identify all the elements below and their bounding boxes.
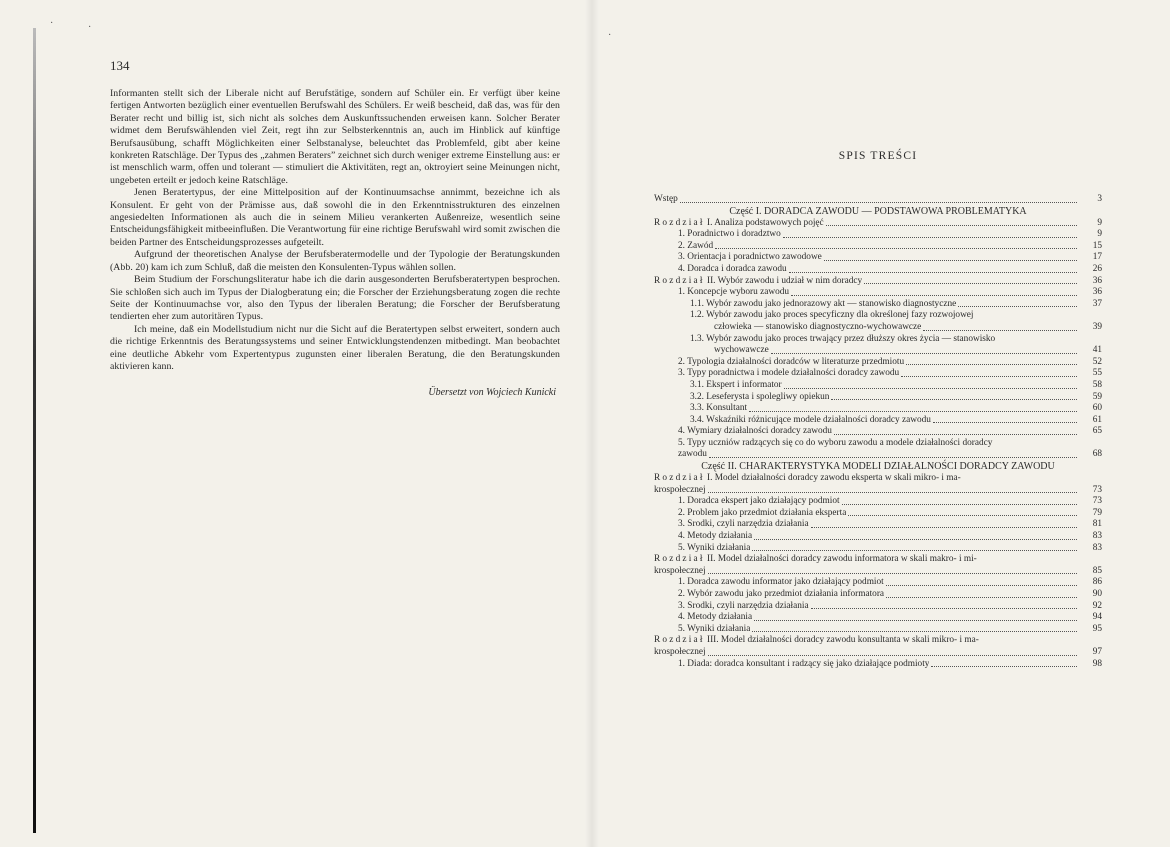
toc-entry-title — [678, 357, 904, 369]
toc-entry-text: 1. Poradnictwo i doradztwo — [678, 229, 781, 240]
toc-entry — [654, 357, 1102, 369]
toc-page-number: 85 — [1092, 565, 1102, 576]
toc-entry-text: II. Model działalności doradcy zawodu informatora w skali makro- i mi- — [706, 554, 977, 565]
toc-entry-text: 3.3. Konsultant — [690, 403, 748, 414]
toc-entry — [654, 531, 1102, 543]
dot-leader — [783, 237, 1077, 238]
toc-page-number: 3 — [1097, 194, 1102, 204]
dot-leader — [752, 631, 1077, 632]
page-number: 134 — [110, 58, 130, 73]
chapter-prefix: Rozdział — [654, 635, 705, 646]
toc-entry-title — [654, 276, 862, 288]
toc-page-number: 73 — [1092, 484, 1102, 495]
dot-leader — [834, 434, 1077, 435]
toc-page-number: 55 — [1092, 368, 1102, 379]
toc-page-number: 15 — [1092, 240, 1102, 251]
toc-entry-text: 2. Problem jako przedmiot działania eksperta — [678, 507, 847, 518]
toc-entry — [654, 380, 1102, 392]
toc-entry — [654, 310, 1102, 322]
toc-entry — [654, 577, 1102, 589]
toc-page-number: 95 — [1092, 623, 1102, 634]
toc-entry-title — [678, 368, 899, 380]
toc-entry-continuation — [654, 647, 1102, 659]
toc-entry — [654, 334, 1102, 346]
toc-entry-text: 1.1. Wybór zawodu jako jednorazowy akt — stanowisko diagnostyczne — [690, 298, 957, 309]
toc-entry — [654, 508, 1102, 520]
toc-entry-title — [690, 403, 747, 415]
toc-entry-text: 1. Doradca zawodu informator jako działający podmiot — [678, 577, 884, 588]
dot-leader — [754, 539, 1077, 540]
toc-page-number: 90 — [1092, 589, 1102, 599]
toc-entry-text: I. Model działalności doradcy zawodu eksperta w skali mikro- i ma- — [706, 473, 961, 484]
toc-entry-text: zawodu — [678, 449, 707, 460]
toc-entry-text: 1. Doradca ekspert jako działający podmiot — [678, 496, 840, 507]
toc-entry-text: 1. Koncepcje wyboru zawodu — [678, 287, 790, 298]
toc-entry-title — [678, 531, 752, 543]
paper-speck: · — [88, 22, 92, 33]
toc-page-number: 79 — [1092, 507, 1102, 518]
toc-entry-title — [678, 496, 840, 508]
toc-entry — [654, 276, 1102, 288]
paragraph: Beim Studium der Forschungsliteratur habe ich die darin ausgesonderten Berufsberatertypen besprochen. Sie schloßen sich auch im Typus der Dialogberatung ein; die Forscher der Erziehungsberatung zogen die rechte Seite der Kontinuumachse vor, also den Typus der liberalen Beratung; die Forscher der Berufsberatung tendierten eher zum autoritären Typus. — [110, 274, 560, 323]
toc-entry-text: krospołecznej — [654, 646, 706, 657]
dot-leader — [933, 422, 1077, 423]
body-text — [110, 88, 560, 373]
toc-entry-text: 5. Wyniki działania — [678, 623, 751, 634]
toc-entry-title — [678, 612, 752, 624]
toc-entry-title — [678, 241, 713, 253]
dot-leader — [715, 248, 1077, 249]
toc-entry-title — [690, 380, 782, 392]
toc-page-number: 39 — [1092, 321, 1102, 332]
toc-page-number: 36 — [1092, 287, 1102, 298]
toc-entry-text: I. Analiza podstawowych pojęć — [706, 217, 824, 228]
toc-entry — [654, 543, 1102, 555]
dot-leader — [826, 225, 1077, 226]
toc-entry — [654, 426, 1102, 438]
toc-entry-text: 2. Wybór zawodu jako przedmiot działania informatora — [678, 589, 885, 599]
dot-leader — [923, 330, 1077, 331]
dot-leader — [784, 388, 1077, 389]
dot-leader — [791, 295, 1077, 296]
dot-leader — [811, 608, 1077, 609]
dot-leader — [708, 492, 1077, 493]
toc-entry — [654, 496, 1102, 508]
paper-speck: · — [608, 30, 612, 41]
toc-entry-text: Wstęp — [654, 194, 678, 204]
toc-entry-text: człowieka — stanowisko diagnostyczno-wychowawcze — [714, 321, 922, 332]
paragraph: Informanten stellt sich der Liberale nicht auf Berufstätige, sondern auf Schüler ein. Er verfügt über keine fertigen Antworten bezüglich einer eventuellen Berufswahl des Schülers. Er weiß bescheid, daß das, was für den Berater recht und billig ist, sich nicht als solches dem Auskunftssuchenden erweisen kann. Solcher Berater widmet dem Berufswählenden viel Zeit, regt ihn zur Selbsterkenntnis an, auch im Hinblick auf künftige Berufsausübung, schafft Möglichkeiten einer Selbstanalyse, beleuchtet das Problemfeld, gibt aber keine konkreten Ratschläge. Der Typus des „zahmen Beraters” zeichnet sich durch weniger extreme Einstellung aus: er ist menschlich warm, offen und tolerant — stimuliert die Aktivitäten, regt an, oktroyiert seine Meinungen nicht, ungebeten erteilt er jedoch keine Ratschläge. — [110, 88, 560, 186]
toc-entry — [654, 415, 1102, 427]
dot-leader — [749, 411, 1077, 412]
toc-entry-text: 3. Środki, czyli narzędzia działania — [678, 519, 809, 530]
toc-entry-title — [678, 577, 884, 589]
translator-credit: Übersetzt von Wojciech Kunicki — [428, 387, 556, 399]
toc-entry-title — [690, 299, 956, 311]
toc-entry-text: 3. Typy poradnictwa i modele działalności doradcy zawodu — [678, 368, 900, 379]
chapter-prefix: Rozdział — [654, 473, 705, 484]
toc-page-number: 83 — [1092, 542, 1102, 553]
toc-page-number: 37 — [1092, 298, 1102, 309]
toc-entry — [654, 589, 1102, 601]
toc-entry-title — [654, 218, 824, 230]
toc-entry-title — [678, 519, 809, 531]
toc-page-number: 36 — [1092, 275, 1102, 286]
toc-entry-text: wychowawcze — [714, 345, 769, 356]
toc-page-number: 9 — [1097, 229, 1102, 240]
toc-entry-title — [678, 287, 789, 299]
dot-leader — [842, 504, 1077, 505]
toc-page-number: 58 — [1092, 379, 1102, 390]
dot-leader — [886, 585, 1077, 586]
chapter-prefix: Rozdział — [654, 217, 705, 228]
toc-entry-continuation — [654, 449, 1102, 461]
dot-leader — [906, 364, 1077, 365]
paragraph: Jenen Beratertypus, der eine Mittelposition auf der Kontinuumsachse annimmt, bezeichne ich als Konsulent. Er geht von der Prämisse aus, daß sowohl die in den Erkenntnisstrukturen des einzelnen angesiedelten Informationen als auch die in seinem Milieu verankerten Außenreize, wesentlich seine Entscheidungsfähigkeit mitbeeinflußen. Die Verantwortung für eine richtige Berufswahl wird somit zwischen die beiden Partner des Entscheidungsprozesses aufgeteilt. — [110, 187, 560, 248]
right-page — [654, 150, 1102, 670]
binding-edge — [33, 28, 36, 833]
toc-page-number: 9 — [1097, 217, 1102, 228]
dot-leader — [958, 306, 1077, 307]
dot-leader — [824, 260, 1077, 261]
toc-page-number: 59 — [1092, 391, 1102, 402]
paragraph: Ich meine, daß ein Modellstudium nicht nur die Sicht auf die Beratertypen selbst erweitert, sondern auch die richtige Erkenntnis des Beratungssystems und seiner Entwicklungstendenzen mitbedingt. Man beobachtet eine deutliche Abkehr vom Expertentypus zugunsten einer liberalen Beratung, die den Beratungskunden aktivieren kann. — [110, 323, 560, 372]
chapter-prefix: Rozdział — [654, 275, 705, 286]
toc-page-number: 52 — [1092, 356, 1102, 367]
toc-entry-text: 5. Typy uczniów radzących się co do wyboru zawodu a modele działalności doradcy — [678, 437, 993, 448]
toc-entry — [654, 601, 1102, 613]
dot-leader — [752, 550, 1077, 551]
toc-page-number: 61 — [1092, 414, 1102, 425]
toc-page-number: 81 — [1092, 519, 1102, 530]
toc-entry — [654, 624, 1102, 636]
toc-entry-title — [678, 229, 781, 241]
toc-entry-continuation — [654, 322, 1102, 334]
toc-entry-title — [690, 392, 829, 404]
toc-entry-title — [678, 589, 884, 601]
toc-entry — [654, 287, 1102, 299]
toc-entry-title — [678, 659, 929, 671]
toc-entry — [654, 403, 1102, 415]
toc-title: SPIS TREŚCI — [838, 150, 918, 162]
dot-leader — [831, 399, 1077, 400]
toc-page-number: 68 — [1092, 449, 1102, 460]
toc-page-number: 65 — [1092, 426, 1102, 437]
toc-entry-text: 4. Metody działania — [678, 612, 753, 623]
toc-entry-title — [678, 543, 750, 555]
toc-page-number: 60 — [1092, 403, 1102, 414]
toc-entry-text: 2. Typologia działalności doradców w literaturze przedmiotu — [678, 356, 905, 367]
toc-entry — [654, 519, 1102, 531]
toc-entry-title — [678, 508, 846, 520]
paragraph: Aufgrund der theoretischen Analyse der Berufsberatermodelle und der Typologie der Beratungskunden (Abb. 20) kam ich zum Schluß, daß die meisten den Konsulenten-Typus wählen sollen. — [110, 249, 560, 273]
dot-leader — [886, 597, 1077, 598]
toc-page-number: 83 — [1092, 531, 1102, 542]
toc-entry-text: 3. Środki, czyli narzędzia działania — [678, 600, 809, 611]
dot-leader — [864, 283, 1077, 284]
toc-entry — [654, 299, 1102, 311]
dot-leader — [931, 666, 1077, 667]
toc-entry-text: II. Wybór zawodu i udział w nim doradcy — [706, 275, 863, 286]
toc-entry-text: 1.3. Wybór zawodu jako proces trwający przez dłuższy okres życia — stanowisko — [690, 333, 996, 344]
toc-entry-text: 2. Zawód — [678, 240, 714, 251]
dot-leader — [811, 527, 1077, 528]
toc-page-number: 98 — [1092, 658, 1102, 669]
toc-entry — [654, 612, 1102, 624]
toc-entry-title — [690, 415, 931, 427]
toc-entry-title — [678, 624, 750, 636]
toc-entry-text: 4. Metody działania — [678, 531, 753, 542]
toc-entry-text: 4. Doradca i doradca zawodu — [678, 263, 787, 274]
toc-entry-title — [678, 601, 809, 613]
dot-leader — [680, 202, 1077, 203]
page-gutter — [585, 0, 599, 847]
toc-entry — [654, 368, 1102, 380]
toc-page-number: 86 — [1092, 577, 1102, 588]
toc-entry-continuation — [654, 566, 1102, 578]
chapter-prefix: Rozdział — [654, 554, 705, 565]
paper-speck: · — [50, 18, 54, 29]
dot-leader — [848, 515, 1077, 516]
toc-entry-title — [678, 264, 787, 276]
toc-page-number: 73 — [1092, 496, 1102, 507]
table-of-contents — [654, 194, 1102, 670]
toc-entry-title — [654, 194, 678, 206]
toc-entry — [654, 218, 1102, 230]
toc-entry — [654, 264, 1102, 276]
toc-part-heading: Część I. DORADCA ZAWODU — PODSTAWOWA PROBLEMATYKA — [729, 205, 1027, 217]
dot-leader — [708, 655, 1077, 656]
toc-entry-text: 1.2. Wybór zawodu jako proces specyficzny dla określonej fazy rozwojowej — [690, 310, 974, 321]
toc-entry-text: 4. Wymiary działalności doradcy zawodu — [678, 426, 832, 437]
toc-page-number: 92 — [1092, 600, 1102, 611]
toc-entry-text: 3.1. Ekspert i informator — [690, 379, 782, 390]
toc-entry — [654, 229, 1102, 241]
toc-entry — [654, 554, 1102, 566]
toc-part-heading: Część II. CHARAKTERYSTYKA MODELI DZIAŁALNOŚCI DORADCY ZAWODU — [701, 461, 1055, 473]
toc-entry — [654, 392, 1102, 404]
toc-entry — [654, 473, 1102, 485]
toc-entry-text: krospołecznej — [654, 484, 706, 495]
toc-entry — [654, 241, 1102, 253]
dot-leader — [789, 272, 1077, 273]
toc-page-number: 17 — [1092, 252, 1102, 263]
dot-leader — [771, 353, 1077, 354]
toc-entry-text: 1. Diada: doradca konsultant i radzący się jako działające podmioty — [678, 658, 930, 669]
dot-leader — [708, 573, 1077, 574]
toc-entry-continuation — [654, 345, 1102, 357]
toc-page-number: 41 — [1092, 345, 1102, 356]
toc-entry-text: III. Model działalności doradcy zawodu konsultanta w skali mikro- i ma- — [706, 635, 979, 646]
toc-entry-text: 3.4. Wskaźniki różnicujące modele działalności doradcy zawodu — [690, 414, 931, 425]
toc-entry — [654, 635, 1102, 647]
toc-entry-title — [678, 252, 822, 264]
toc-page-number: 94 — [1092, 612, 1102, 623]
toc-entry — [654, 659, 1102, 671]
dot-leader — [709, 457, 1077, 458]
toc-page-number: 26 — [1092, 263, 1102, 274]
dot-leader — [901, 376, 1077, 377]
toc-entry-text: 3. Orientacja i poradnictwo zawodowe — [678, 252, 822, 263]
toc-entry — [654, 194, 1102, 206]
dot-leader — [754, 620, 1077, 621]
left-page — [110, 58, 560, 398]
toc-entry-continuation — [654, 485, 1102, 497]
toc-entry-text: 3.2. Leseferysta i spolegliwy opiekun — [690, 391, 830, 402]
toc-entry — [654, 438, 1102, 450]
toc-entry — [654, 252, 1102, 264]
toc-page-number: 97 — [1092, 646, 1102, 657]
toc-entry-title — [678, 426, 832, 438]
toc-entry-text: krospołecznej — [654, 565, 706, 576]
toc-entry-text: 5. Wyniki działania — [678, 542, 751, 553]
